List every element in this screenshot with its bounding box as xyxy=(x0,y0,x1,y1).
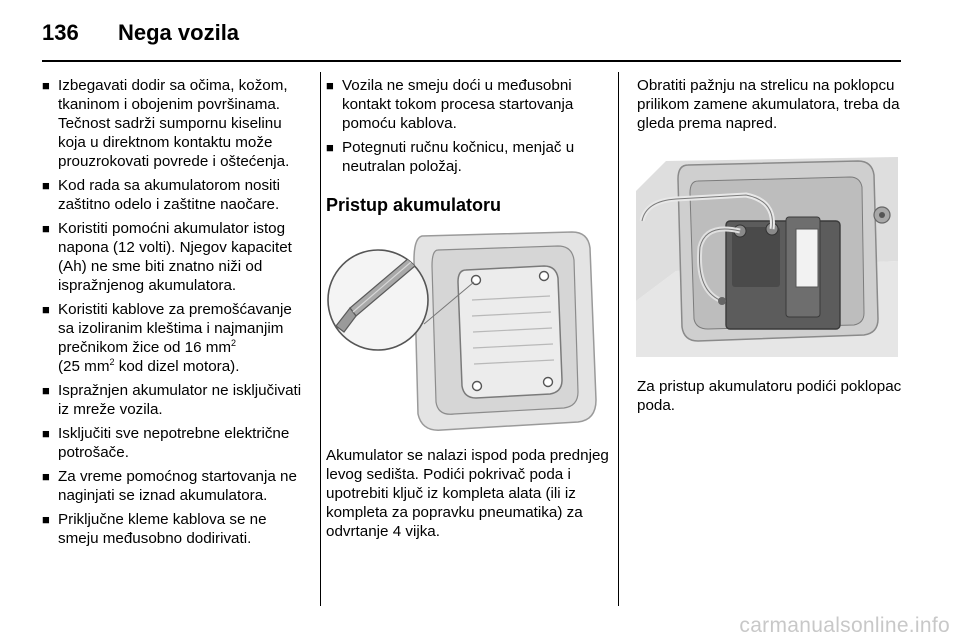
bullet-marker: ■ xyxy=(42,426,50,441)
list-item-text: Kod rada sa akumulatorom nositi zaštitno odelo i zaštitne naočare. xyxy=(58,177,281,213)
list-item-cable xyxy=(42,300,310,376)
list-item xyxy=(42,176,310,214)
watermark: carmanualsonline.info xyxy=(739,614,950,637)
superscript: 2 xyxy=(109,356,115,367)
list-item-text: Za vreme pomoćnog startovanja ne naginjati se iznad akumulatora. xyxy=(58,468,297,504)
lift-cover-paragraph: Za pristup akumulatoru podići poklopac poda. xyxy=(637,378,902,414)
column-2 xyxy=(326,76,610,541)
header-rule xyxy=(42,60,901,62)
column-divider-2 xyxy=(618,72,619,606)
cable-text-c: kod dizel motora). xyxy=(114,358,240,375)
cable-text-b: (25 mm xyxy=(58,358,110,375)
list-item-text: Priključne kleme kablova se ne smeju međusobno dodirivati. xyxy=(58,511,267,547)
column-divider-1 xyxy=(320,72,321,606)
list-item-text: Vozila ne smeju doći u međusobni kontakt tokom procesa startovanja pomoću kablova. xyxy=(342,77,574,132)
list-item xyxy=(42,76,310,171)
bullet-marker: ■ xyxy=(326,140,334,155)
column-1 xyxy=(42,76,310,553)
bullet-marker: ■ xyxy=(42,302,50,317)
list-item xyxy=(42,219,310,295)
list-item xyxy=(326,76,610,133)
list-item-text: Potegnuti ručnu kočnicu, menjač u neutralan položaj. xyxy=(342,139,575,175)
page-title: Nega vozila xyxy=(118,20,240,45)
battery-access-paragraph: Akumulator se nalazi ispod poda prednjeg levog sedišta. Podići pokrivač poda i upotrebiti ključ iz kompleta alata (ili iz kompleta za popravku pneumatika) za odvrtanje 4 vijka. xyxy=(326,447,609,540)
bullet-marker: ■ xyxy=(42,178,50,193)
list-item xyxy=(42,467,310,505)
bullet-marker: ■ xyxy=(42,383,50,398)
bullet-marker: ■ xyxy=(42,221,50,236)
list-item-text: Ispražnjen akumulator ne isključivati iz mreže vozila. xyxy=(58,382,302,418)
list-item xyxy=(42,424,310,462)
superscript: 2 xyxy=(231,337,237,348)
page-number: 136 xyxy=(42,20,79,45)
arrow-note-paragraph: Obratiti pažnju na strelicu na poklopcu prilikom zamene akumulatora, treba da gleda prema napred. xyxy=(637,77,900,132)
list-item-text: Koristiti pomoćni akumulator istog napona (12 volti). Njegov kapacitet (Ah) ne sme biti znatno niži od ispražnjenog akumulatora. xyxy=(58,220,292,294)
list-item xyxy=(326,138,610,176)
floor-cover-illustration xyxy=(326,230,598,436)
bullet-marker: ■ xyxy=(42,512,50,527)
safety-bullet-list xyxy=(42,76,310,548)
bullet-marker: ■ xyxy=(42,78,50,93)
list-item xyxy=(42,510,310,548)
column-3 xyxy=(622,76,904,415)
list-item-text: Izbegavati dodir sa očima, kožom, tkaninom i obojenim površinama. Tečnost sadrži sumpornu kiselinu koja u direktnom kontaktu može prouzrokovati povrede i oštećenja. xyxy=(58,77,290,170)
list-item xyxy=(42,381,310,419)
section-heading: Pristup akumulatoru xyxy=(326,195,502,215)
bullet-marker: ■ xyxy=(42,469,50,484)
bullet-marker: ■ xyxy=(326,78,334,93)
page-header xyxy=(42,14,922,54)
jumpstart-bullet-list xyxy=(326,76,610,176)
list-item-text: Isključiti sve nepotrebne električne potrošače. xyxy=(58,425,290,461)
cable-text-a: Koristiti kablove za premošćavanje sa izoliranim kleštima i najmanjim prečnikom žice od 16 mm xyxy=(58,301,292,356)
battery-compartment-illustration xyxy=(636,151,898,357)
